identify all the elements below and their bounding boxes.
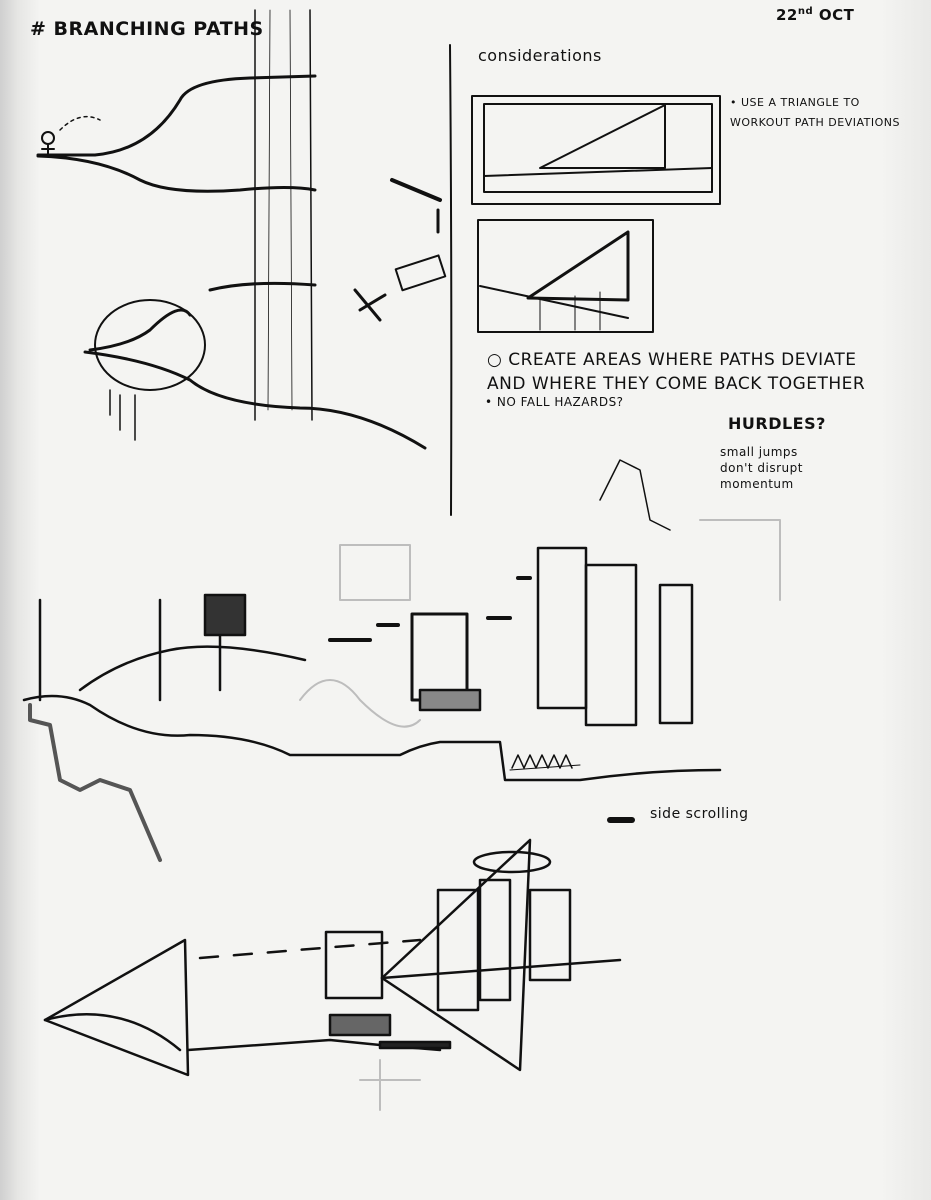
- side-scrolling-label: side scrolling: [650, 806, 749, 822]
- bottom-triangle-sketch: [45, 840, 620, 1075]
- hurdles-line-3: momentum: [720, 477, 794, 491]
- note-areas: [487, 348, 865, 396]
- date-day: 22: [776, 6, 798, 24]
- hazard-objects: [355, 180, 445, 320]
- triangle-diagram-2: [478, 220, 653, 332]
- date-suffix: nd: [797, 6, 814, 17]
- triangle-diagram-1: [472, 96, 720, 204]
- page-title: # BRANCHING PATHS: [30, 18, 264, 40]
- hurdles-line-2: don't disrupt: [720, 461, 803, 475]
- note-areas-line-1: ○ CREATE AREAS WHERE PATHS DEVIATE: [487, 350, 857, 370]
- note-triangle-line-1: • USE A TRIANGLE TO: [730, 96, 860, 109]
- note-triangle-line-2: WORKOUT PATH DEVIATIONS: [730, 116, 900, 129]
- note-areas-line-2: AND WHERE THEY COME BACK TOGETHER: [487, 374, 866, 394]
- side-scrolling-level-sketch: [24, 460, 720, 860]
- date-month: OCT: [818, 6, 855, 24]
- page-divider: [450, 45, 451, 515]
- hurdles-heading: HURDLES?: [728, 414, 826, 433]
- hurdles-line-1: small jumps: [720, 445, 798, 459]
- date-label: [776, 6, 854, 24]
- branching-paths-sketch: [38, 10, 425, 448]
- considerations-heading: considerations: [478, 46, 602, 65]
- hurdles-note: [720, 444, 803, 492]
- note-fall-hazards: • NO FALL HAZARDS?: [485, 395, 624, 409]
- note-triangle: [730, 93, 900, 133]
